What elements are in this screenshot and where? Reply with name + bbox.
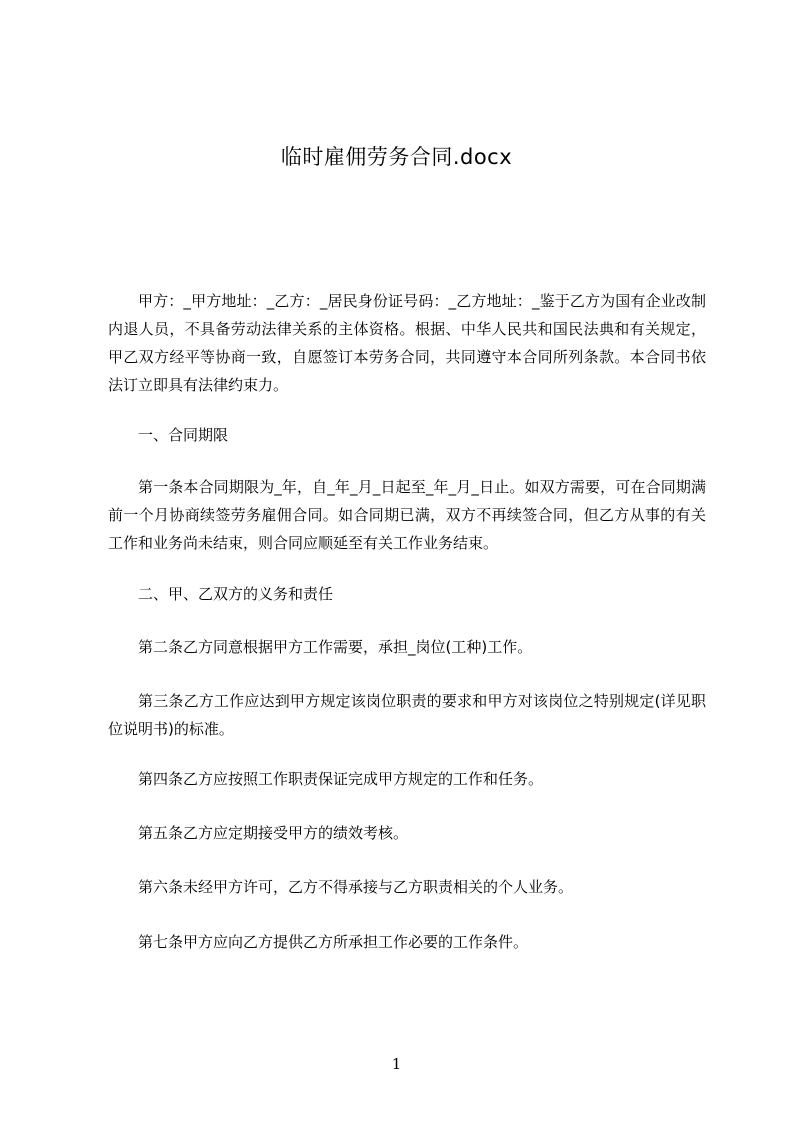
article-4-paragraph: 第四条乙方应按照工作职责保证完成甲方规定的工作和任务。: [138, 770, 544, 788]
article-2-paragraph: 第二条乙方同意根据甲方工作需要，承担_岗位(工种)工作。: [138, 638, 533, 656]
document-title: 临时雇佣劳务合同.docx: [280, 145, 513, 169]
article-5-paragraph: 第五条乙方应定期接受甲方的绩效考核。: [138, 824, 409, 842]
intro-paragraph: 甲方：_甲方地址：_乙方：_居民身份证号码：_乙方地址：_鉴于乙方为国有企业改制内退人员，不具备劳动法律关系的主体资格。根据、中华人民共和国民法典和有关规定，甲乙双方经平等协商一致，自愿签订本劳务合同，共同遵守本合同所列条款。本合同书依法订立即具有法律约束力。: [108, 292, 706, 394]
article-3-paragraph: 第三条乙方工作应达到甲方规定该岗位职责的要求和甲方对该岗位之特别规定(详见职位说明书)的标准。: [108, 692, 706, 738]
article-7-paragraph: 第七条甲方应向乙方提供乙方所承担工作必要的工作条件。: [138, 933, 529, 951]
section-2-heading: 二、甲、乙双方的义务和责任: [138, 585, 334, 603]
page-number: 1: [391, 1055, 402, 1073]
article-1-paragraph: 第一条本合同期限为_年，自_年_月_日起至_年_月_日止。如双方需要，可在合同期满前一个月协商续签劳务雇佣合同。如合同期已满，双方不再续签合同，但乙方从事的有关工作和业务尚未结束，则合同应顺延至有关工作业务结束。: [108, 478, 706, 552]
article-6-paragraph: 第六条未经甲方许可，乙方不得承接与乙方职责相关的个人业务。: [138, 878, 574, 896]
section-1-heading: 一、合同期限: [138, 426, 229, 444]
